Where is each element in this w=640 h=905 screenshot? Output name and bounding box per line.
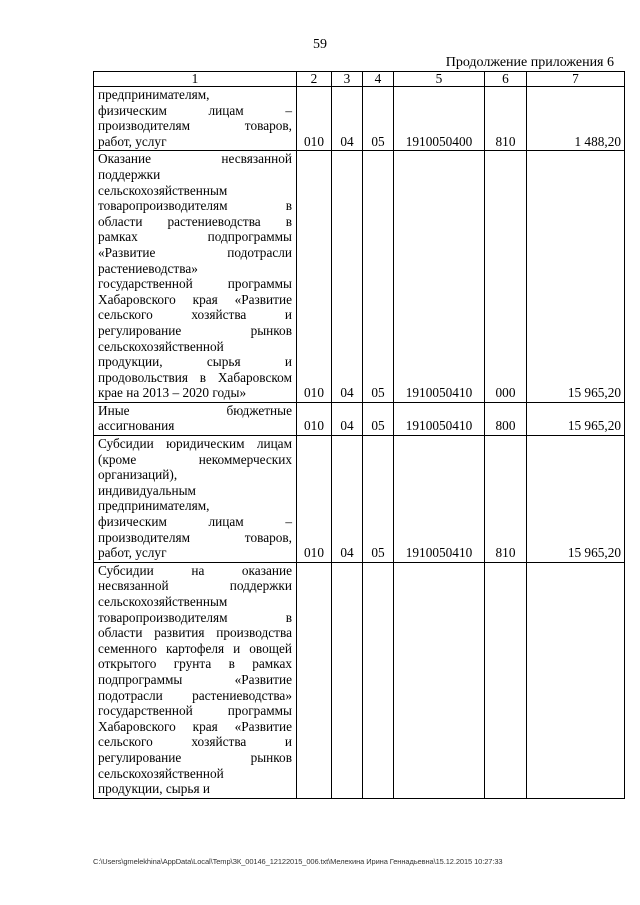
code-target-article: 1910050410 [394,402,485,435]
code-section [332,562,363,798]
description-line: товаропроизводителям в [98,198,292,214]
table-row [94,562,625,798]
description-line: крае на 2013 – 2020 годы» [98,385,247,401]
continuation-label: Продолжение приложения 6 [445,55,614,70]
table-row [94,436,625,563]
code-chapter [297,562,332,798]
description-line: товаропроизводителям в [98,609,292,625]
header-col-2: 2 [297,72,332,87]
row-description [94,87,297,151]
description-line: Хабаровского края «Развитие [98,291,292,307]
description-line: растениеводства» [98,260,198,276]
description-line: несвязанной поддержки [98,578,292,594]
budget-table [93,71,625,799]
table-row [94,151,625,403]
description-line: подотрасли растениеводства» [98,687,292,703]
header-col-4: 4 [363,72,394,87]
page-number: 59 [313,37,327,52]
header-col-1: 1 [94,72,297,87]
description-line: государственной программы [98,703,292,719]
description-line: Субсидии юридическим лицам [98,436,292,452]
amount: 15 965,20 [527,436,625,563]
description-line: производителям товаров, [98,529,292,545]
amount [527,562,625,798]
description-line: области развития производства [98,625,292,641]
description-line: работ, услуг [98,545,167,561]
row-description [94,151,297,403]
header-col-7: 7 [527,72,625,87]
row-description [94,402,297,435]
code-chapter: 010 [297,436,332,563]
description-line: Хабаровского края «Развитие [98,718,292,734]
description-line: предпринимателям, [98,498,210,514]
description-line: физическим лицам – [98,514,292,530]
header-row [94,72,625,87]
file-path-footer: C:\Users\gmelekhina\AppData\Local\Temp\ЗК_00146_12122015_006.txt\Мелехина Ирина Геннадьевна\15.12.2015 10:27:33 [93,857,503,866]
code-section: 04 [332,87,363,151]
description-line: Иные бюджетные [98,402,292,418]
description-line: (кроме некоммерческих [98,451,292,467]
description-line: продовольствия в Хабаровском [98,369,292,385]
description-line: сельскохозяйственной [98,338,224,354]
code-section: 04 [332,436,363,563]
description-line: регулирование рынков [98,322,292,338]
code-chapter: 010 [297,151,332,403]
code-expense-type: 810 [485,87,527,151]
table-row [94,402,625,435]
description-line: предпринимателям, [98,87,210,102]
description-line: продукции, сырья и [98,354,292,370]
code-target-article: 1910050400 [394,87,485,151]
amount: 15 965,20 [527,402,625,435]
description-line: рамках подпрограммы [98,229,292,245]
description-line: государственной программы [98,276,292,292]
code-chapter: 010 [297,402,332,435]
code-section: 04 [332,151,363,403]
code-expense-type [485,562,527,798]
row-description [94,562,297,798]
description-line: сельскохозяйственной [98,765,224,781]
code-subsection: 05 [363,436,394,563]
code-chapter: 010 [297,87,332,151]
description-line: семенного картофеля и овощей [98,640,292,656]
description-line: сельского хозяйства и [98,307,292,323]
code-expense-type: 000 [485,151,527,403]
description-line: открытого грунта в рамках [98,656,292,672]
description-line: сельскохозяйственным [98,594,228,609]
description-line: производителям товаров, [98,118,292,134]
code-target-article: 1910050410 [394,151,485,403]
code-subsection: 05 [363,402,394,435]
code-subsection [363,562,394,798]
description-line: работ, услуг [98,133,167,149]
description-line: сельскохозяйственным [98,182,228,198]
code-target-article: 1910050410 [394,436,485,563]
amount: 1 488,20 [527,87,625,151]
code-subsection: 05 [363,151,394,403]
description-line: «Развитие подотрасли [98,244,292,260]
amount: 15 965,20 [527,151,625,403]
description-line: поддержки [98,166,161,182]
table-row [94,87,625,151]
code-section: 04 [332,402,363,435]
row-description [94,436,297,563]
description-line: ассигнования [98,418,175,434]
description-line: продукции, сырья и [98,781,211,797]
header-col-3: 3 [332,72,363,87]
description-line: области растениеводства в [98,213,292,229]
description-line: индивидуальным [98,482,196,498]
code-subsection: 05 [363,87,394,151]
description-line: подпрограммы «Развитие [98,671,292,687]
header-col-5: 5 [394,72,485,87]
description-line: Субсидии на оказание [98,562,292,578]
description-line: физическим лицам – [98,102,292,118]
code-expense-type: 810 [485,436,527,563]
description-line: организаций), [98,467,178,483]
description-line: регулирование рынков [98,749,292,765]
description-line: сельского хозяйства и [98,734,292,750]
code-target-article [394,562,485,798]
code-expense-type: 800 [485,402,527,435]
description-line: Оказание несвязанной [98,151,292,167]
header-col-6: 6 [485,72,527,87]
